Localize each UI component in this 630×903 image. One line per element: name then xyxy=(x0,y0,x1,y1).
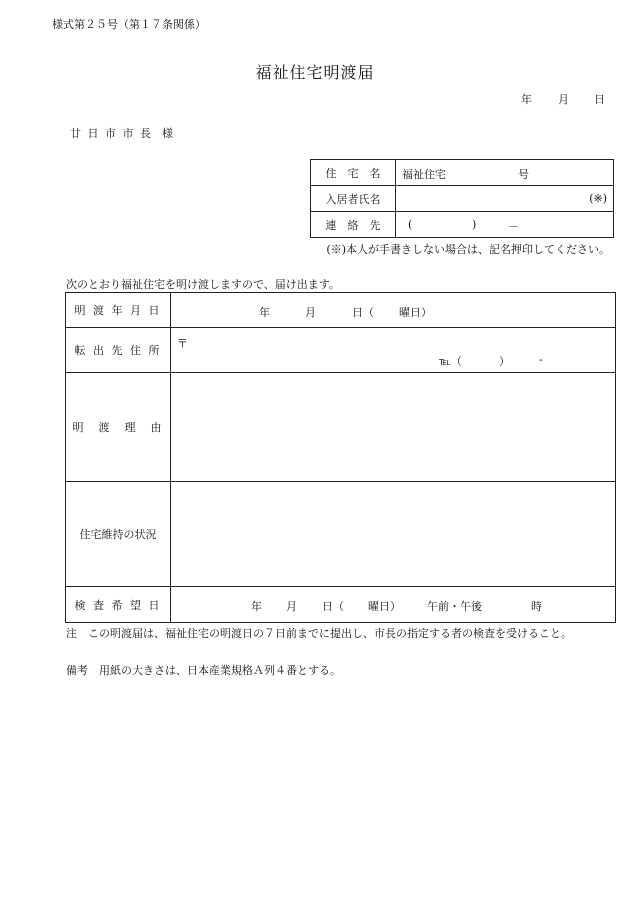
new-address-field[interactable] xyxy=(171,328,616,373)
form-number-label: 様式第２５号（第１７条関係） xyxy=(52,18,206,31)
postal-mark: 〒 xyxy=(177,337,188,350)
resident-name-label: 入居者氏名 xyxy=(311,186,396,212)
move-date-day: 日（ xyxy=(352,306,374,319)
housing-name-field[interactable] xyxy=(396,160,614,186)
housing-number-suffix: 号 xyxy=(518,168,529,181)
new-address-label: 転 出 先 住 所 xyxy=(66,328,171,373)
housing-condition-field[interactable] xyxy=(171,482,616,587)
date-month-label: 月 xyxy=(558,93,569,106)
addressee: 廿 日 市 市 長 様 xyxy=(70,127,173,140)
inspection-weekday: 曜日） xyxy=(368,600,401,613)
contact-label: 連 絡 先 xyxy=(311,212,396,238)
signature-mark: (※) xyxy=(589,192,607,205)
inspection-date-field[interactable] xyxy=(171,587,616,623)
inspection-hour: 時 xyxy=(531,600,542,613)
move-date-weekday: 曜日） xyxy=(399,306,432,319)
contact-paren-open: ( xyxy=(408,218,413,231)
move-out-date-label: 明 渡 年 月 日 xyxy=(66,293,171,328)
housing-name-prefix: 福祉住宅 xyxy=(402,168,446,181)
inspection-year: 年 xyxy=(251,600,262,613)
resident-info-table xyxy=(310,159,614,238)
paper-size-note: 備考 用紙の大きさは、日本産業規格Ａ列４番とする。 xyxy=(66,664,341,677)
inspection-day: 日（ xyxy=(322,600,344,613)
handwriting-note: (※)本人が手書きしない場合は、記名押印してください。 xyxy=(326,243,610,256)
date-year-label: 年 xyxy=(521,93,532,106)
move-date-year: 年 xyxy=(259,306,270,319)
contact-dash: － xyxy=(508,220,519,233)
phone-paren-close: ） xyxy=(499,355,510,368)
inspection-note: 注 この明渡届は、福祉住宅の明渡日の７日前までに提出し、市長の指定する者の検査を受けること。 xyxy=(66,627,572,640)
move-out-reason-field[interactable] xyxy=(171,373,616,482)
contact-field[interactable] xyxy=(396,212,614,238)
housing-name-label: 住 宅 名 xyxy=(311,160,396,186)
intro-text: 次のとおり福祉住宅を明け渡しますので、届け出ます。 xyxy=(66,278,340,291)
move-out-date-field[interactable] xyxy=(171,293,616,328)
main-form-table xyxy=(65,292,616,623)
page-title: 福祉住宅明渡届 xyxy=(255,63,375,82)
date-day-label: 日 xyxy=(594,93,605,106)
inspection-month: 月 xyxy=(286,600,297,613)
move-date-month: 月 xyxy=(305,306,316,319)
phone-dash: - xyxy=(539,353,543,366)
contact-paren-close: ) xyxy=(472,218,477,231)
move-out-reason-label: 明 渡 理 由 xyxy=(66,373,171,482)
housing-condition-label: 住宅維持の状況 xyxy=(66,482,171,587)
inspection-date-label: 検 査 希 望 日 xyxy=(66,587,171,623)
phone-label: ℡（ xyxy=(439,355,462,368)
resident-name-field[interactable] xyxy=(396,186,614,212)
inspection-ampm: 午前・午後 xyxy=(427,600,482,613)
